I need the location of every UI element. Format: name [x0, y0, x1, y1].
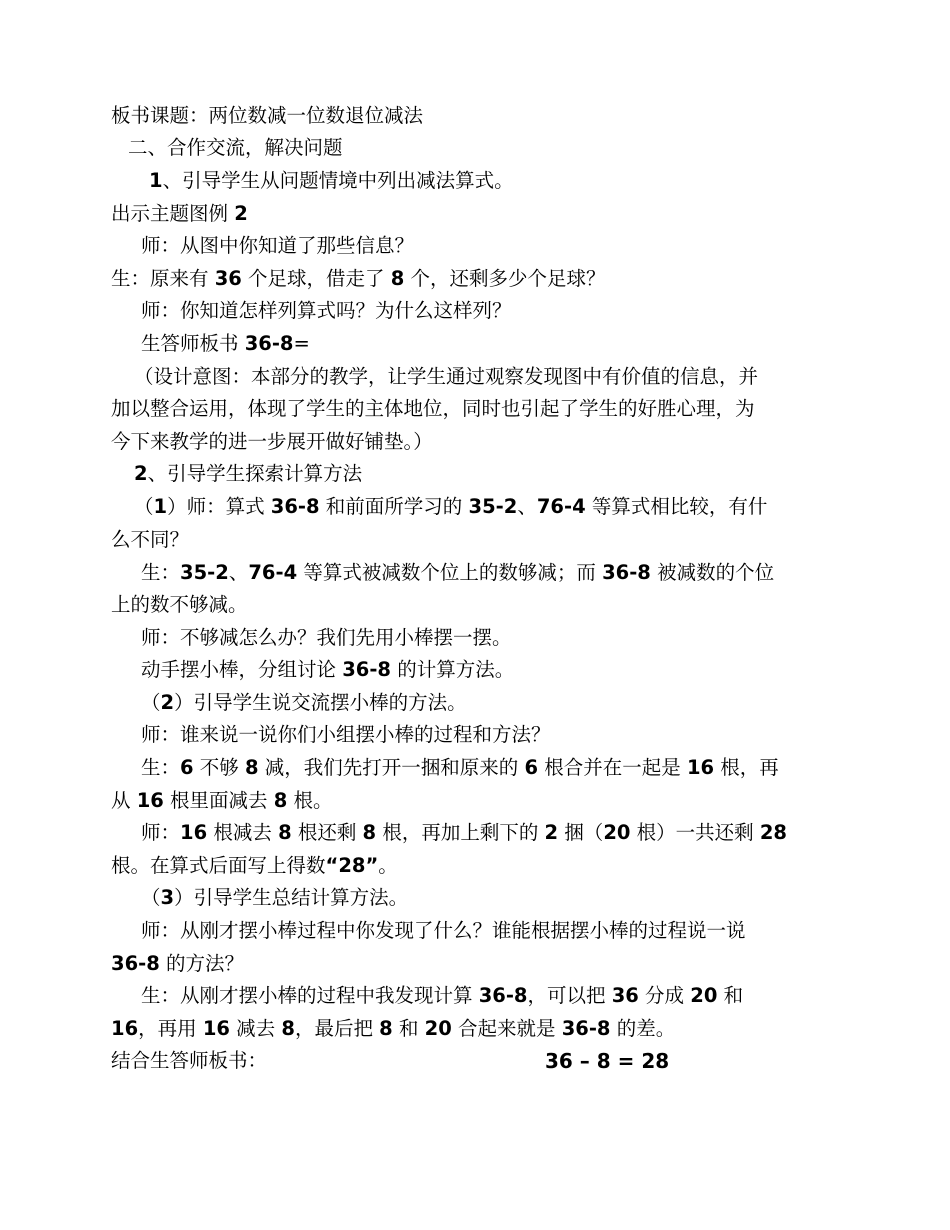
paragraph-line: （设计意图：本部分的教学，让学生通过观察发现图中有价值的信息，并	[134, 365, 759, 388]
paragraph-line: 师：你知道怎样列算式吗？为什么这样列？	[141, 299, 512, 322]
step-heading: 1、引导学生从问题情境中列出减法算式。	[149, 169, 514, 192]
paragraph-line: 今下来教学的进一步展开做好铺垫。）	[111, 430, 433, 453]
paragraph-line: 生：35-2、76-4 等算式被减数个位上的数够减；而 36-8 被减数的个位	[141, 561, 775, 584]
section-heading: 二、合作交流，解决问题	[128, 136, 343, 159]
paragraph-line: 生：6 不够 8 减，我们先打开一捆和原来的 6 根合并在一起是 16 根，再	[141, 756, 779, 779]
paragraph-line: 生：从刚才摆小棒的过程中我发现计算 36-8，可以把 36 分成 20 和	[141, 984, 744, 1007]
paragraph-line: （3）引导学生总结计算方法。	[141, 886, 409, 909]
paragraph-line: 根。在算式后面写上得数“28”。	[111, 854, 398, 877]
paragraph-line: 么不同？	[111, 528, 190, 551]
paragraph-line: 师：从刚才摆小棒过程中你发现了什么？谁能根据摆小棒的过程说一说	[141, 919, 746, 942]
board-label: 结合生答师板书：	[111, 1049, 268, 1072]
paragraph-line: （2）引导学生说交流摆小棒的方法。	[141, 691, 467, 714]
paragraph-line: 师：不够减怎么办？我们先用小棒摆一摆。	[141, 626, 512, 649]
step-heading: 2、引导学生探索计算方法	[134, 462, 363, 485]
paragraph-line: 出示主题图例 2	[111, 202, 248, 225]
paragraph-line: 16，再用 16 减去 8，最后把 8 和 20 合起来就是 36-8 的差。	[111, 1017, 676, 1040]
paragraph-line: 从 16 根里面减去 8 根。	[111, 789, 333, 812]
paragraph-line: 加以整合运用，体现了学生的主体地位，同时也引起了学生的好胜心理，为	[111, 397, 755, 420]
paragraph-line: 师：从图中你知道了那些信息？	[141, 234, 415, 257]
paragraph-line: 生答师板书 36-8=	[141, 332, 310, 355]
paragraph-line: 生：原来有 36 个足球，借走了 8 个，还剩多少个足球？	[111, 267, 606, 290]
paragraph-line: （1）师：算式 36-8 和前面所学习的 35-2、76-4 等算式相比较，有什	[134, 495, 768, 518]
paragraph-line: 上的数不够减。	[111, 593, 248, 616]
board-equation: 36 – 8 = 28	[545, 1049, 670, 1073]
lesson-title: 板书课题：两位数减一位数退位减法	[111, 104, 424, 127]
paragraph-line: 师：谁来说一说你们小组摆小棒的过程和方法？	[141, 723, 551, 746]
paragraph-line: 36-8 的方法？	[111, 952, 245, 975]
paragraph-line: 师：16 根减去 8 根还剩 8 根，再加上剩下的 2 捆（20 根）一共还剩 28	[141, 821, 787, 844]
paragraph-line: 动手摆小棒，分组讨论 36-8 的计算方法。	[141, 658, 515, 681]
